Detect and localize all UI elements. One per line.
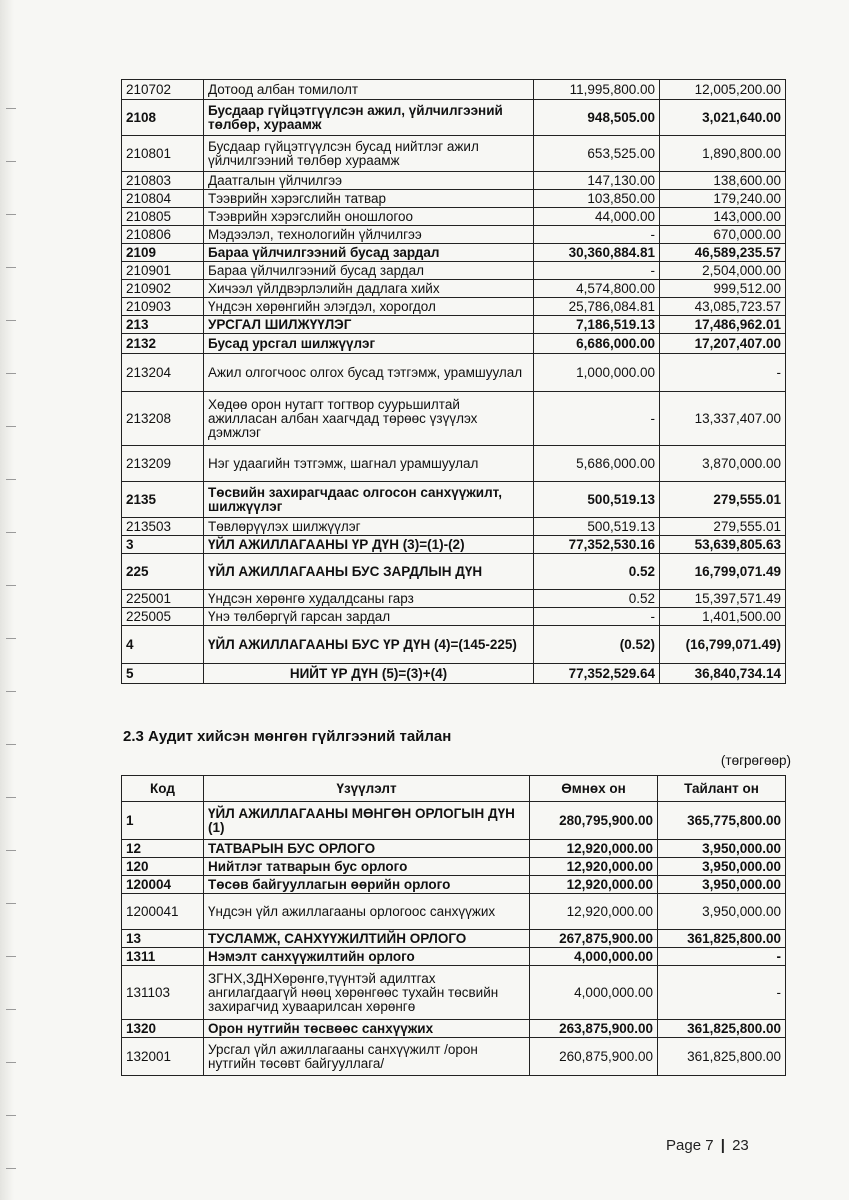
row-previous-year: 5,686,000.00 (534, 446, 660, 482)
table-row (122, 966, 786, 1020)
row-previous-year: 12,920,000.00 (530, 876, 658, 894)
row-previous-year: (0.52) (534, 626, 660, 664)
row-previous-year: 500,519.13 (534, 482, 660, 518)
row-previous-year: 263,875,900.00 (530, 1020, 658, 1038)
row-previous-year: 653,525.00 (534, 136, 660, 172)
row-reporting-year: 999,512.00 (660, 280, 786, 298)
row-previous-year: - (534, 392, 660, 446)
row-reporting-year: 13,337,407.00 (660, 392, 786, 446)
row-name: УРСГАЛ ШИЛЖҮҮЛЭГ (204, 316, 534, 334)
row-code: 1311 (122, 948, 204, 966)
table-row (122, 1020, 786, 1038)
table-row (122, 354, 786, 392)
row-reporting-year: 36,840,734.14 (660, 664, 786, 684)
table-row (122, 554, 786, 590)
row-reporting-year: 361,825,800.00 (658, 1020, 786, 1038)
row-name: Хичээл үйлдвэрлэлийн дадлага хийх (204, 280, 534, 298)
row-code: 210801 (122, 136, 204, 172)
header-reporting-year: Тайлант он (658, 776, 786, 802)
row-reporting-year: 15,397,571.49 (660, 590, 786, 608)
margin-tick (6, 903, 16, 904)
margin-tick (6, 1115, 16, 1116)
margin-tick (6, 1009, 16, 1010)
margin-tick (6, 797, 16, 798)
row-reporting-year: 17,486,962.01 (660, 316, 786, 334)
page-label: Page 7 (666, 1137, 714, 1154)
row-code: 1320 (122, 1020, 204, 1038)
row-code: 5 (122, 664, 204, 684)
row-previous-year: 77,352,530.16 (534, 536, 660, 554)
table-row (122, 1038, 786, 1076)
row-reporting-year: 143,000.00 (660, 208, 786, 226)
row-code: 225001 (122, 590, 204, 608)
row-previous-year: 260,875,900.00 (530, 1038, 658, 1076)
margin-tick (6, 320, 16, 321)
row-code: 210702 (122, 80, 204, 100)
table-row (122, 316, 786, 334)
row-name: Хөдөө орон нутагт тогтвор суурьшилтай ажилласан албан хаагчдад төрөөс үзүүлэх дэмжлэг (204, 392, 534, 446)
table-row (122, 446, 786, 482)
row-name: Мэдээлэл, технологийн үйлчилгээ (204, 226, 534, 244)
table-row (122, 262, 786, 280)
row-reporting-year: 3,950,000.00 (658, 840, 786, 858)
row-reporting-year: 16,799,071.49 (660, 554, 786, 590)
row-name: НИЙТ ҮР ДҮН (5)=(3)+(4) (204, 664, 534, 684)
margin-tick (6, 479, 16, 480)
row-reporting-year: 3,021,640.00 (660, 100, 786, 136)
row-code: 210901 (122, 262, 204, 280)
row-code: 12 (122, 840, 204, 858)
page-separator: | (720, 1137, 725, 1154)
row-code: 3 (122, 536, 204, 554)
table-row (122, 244, 786, 262)
row-reporting-year: - (660, 354, 786, 392)
table-row (122, 626, 786, 664)
row-previous-year: 77,352,529.64 (534, 664, 660, 684)
header-code: Код (122, 776, 204, 802)
row-previous-year: 4,000,000.00 (530, 966, 658, 1020)
total-pages: 23 (732, 1137, 749, 1154)
margin-tick (6, 956, 16, 957)
row-code: 210806 (122, 226, 204, 244)
row-previous-year: 12,920,000.00 (530, 840, 658, 858)
page-footer (666, 1137, 749, 1154)
row-reporting-year: 46,589,235.57 (660, 244, 786, 262)
row-previous-year: 0.52 (534, 590, 660, 608)
row-previous-year: 30,360,884.81 (534, 244, 660, 262)
row-reporting-year: 138,600.00 (660, 172, 786, 190)
margin-tick (6, 161, 16, 162)
row-code: 210803 (122, 172, 204, 190)
row-name: Төвлөрүүлэх шилжүүлэг (204, 518, 534, 536)
page-edge (0, 0, 14, 1200)
table-row (122, 298, 786, 316)
row-previous-year: 1,000,000.00 (534, 354, 660, 392)
income-statement-table (121, 79, 786, 684)
table-row (122, 948, 786, 966)
row-code: 13 (122, 930, 204, 948)
table-row (122, 876, 786, 894)
margin-tick (6, 108, 16, 109)
table-row (122, 802, 786, 840)
margin-tick (6, 426, 16, 427)
row-previous-year: 280,795,900.00 (530, 802, 658, 840)
row-name: Үндсэн хөрөнгийн элэгдэл, хорогдол (204, 298, 534, 316)
row-name: ҮЙЛ АЖИЛЛАГААНЫ БУС ҮР ДҮН (4)=(145-225) (204, 626, 534, 664)
row-reporting-year: 3,870,000.00 (660, 446, 786, 482)
row-name: Даатгалын үйлчилгээ (204, 172, 534, 190)
row-reporting-year: 361,825,800.00 (658, 930, 786, 948)
row-name: Орон нутгийн төсвөөс санхүүжих (204, 1020, 530, 1038)
row-name: Үндсэн хөрөнгө худалдсаны гарз (204, 590, 534, 608)
row-code: 120004 (122, 876, 204, 894)
section-title: 2.3 Аудит хийсэн мөнгөн гүйлгээний тайлан (123, 728, 452, 745)
row-code: 213209 (122, 446, 204, 482)
row-name: Бусдаар гүйцэтгүүлсэн ажил, үйлчилгээний төлбөр, хураамж (204, 100, 534, 136)
margin-tick (6, 850, 16, 851)
row-previous-year: 147,130.00 (534, 172, 660, 190)
table-row (122, 482, 786, 518)
table-row (122, 664, 786, 684)
row-reporting-year: 279,555.01 (660, 482, 786, 518)
table-row (122, 80, 786, 100)
row-previous-year: 12,920,000.00 (530, 894, 658, 930)
row-previous-year: 12,920,000.00 (530, 858, 658, 876)
row-name: Бусдаар гүйцэтгүүлсэн бусад нийтлэг ажил үйлчилгээний төлбөр хураамж (204, 136, 534, 172)
row-previous-year: 25,786,084.81 (534, 298, 660, 316)
row-code: 1200041 (122, 894, 204, 930)
table-row (122, 536, 786, 554)
row-name: Бараа үйлчилгээний бусад зардал (204, 244, 534, 262)
table-row (122, 392, 786, 446)
row-name: ТАТВАРЫН БУС ОРЛОГО (204, 840, 530, 858)
row-name: Нэг удаагийн тэтгэмж, шагнал урамшуулал (204, 446, 534, 482)
margin-tick (6, 214, 16, 215)
row-name: Нийтлэг татварын бус орлого (204, 858, 530, 876)
row-code: 131103 (122, 966, 204, 1020)
row-reporting-year: 365,775,800.00 (658, 802, 786, 840)
row-reporting-year: 279,555.01 (660, 518, 786, 536)
row-previous-year: 0.52 (534, 554, 660, 590)
row-reporting-year: 17,207,407.00 (660, 334, 786, 354)
margin-tick (6, 1168, 16, 1169)
row-code: 2108 (122, 100, 204, 136)
header-indicator: Үзүүлэлт (204, 776, 530, 802)
table-row (122, 858, 786, 876)
table-row (122, 190, 786, 208)
table-row (122, 100, 786, 136)
row-previous-year: 267,875,900.00 (530, 930, 658, 948)
row-code: 2132 (122, 334, 204, 354)
row-name: Бусад урсгал шилжүүлэг (204, 334, 534, 354)
row-name: Тээврийн хэрэгслийн татвар (204, 190, 534, 208)
table-row (122, 894, 786, 930)
row-name: Үнэ төлбөргүй гарсан зардал (204, 608, 534, 626)
row-previous-year: 6,686,000.00 (534, 334, 660, 354)
row-reporting-year: 12,005,200.00 (660, 80, 786, 100)
row-reporting-year: 1,401,500.00 (660, 608, 786, 626)
row-name: Төсвийн захирагчдаас олгосон санхүүжилт, шилжүүлэг (204, 482, 534, 518)
row-previous-year: 500,519.13 (534, 518, 660, 536)
margin-tick (6, 638, 16, 639)
table-row (122, 226, 786, 244)
row-code: 213204 (122, 354, 204, 392)
row-name: ЗГНХ,ЗДНХөрөнгө,түүнтэй адилтгах ангилагдаагүй нөөц хөрөнгөөс тухайн төсвийн захирагчид хуваарилсан хөрөнгө (204, 966, 530, 1020)
margin-tick (6, 691, 16, 692)
row-reporting-year: 1,890,800.00 (660, 136, 786, 172)
row-previous-year: 4,000,000.00 (530, 948, 658, 966)
row-code: 210903 (122, 298, 204, 316)
row-code: 210805 (122, 208, 204, 226)
row-reporting-year: 670,000.00 (660, 226, 786, 244)
row-name: Нэмэлт санхүүжилтийн орлого (204, 948, 530, 966)
cash-flow-table (121, 775, 786, 1076)
row-code: 213208 (122, 392, 204, 446)
row-previous-year: - (534, 262, 660, 280)
table-row (122, 208, 786, 226)
row-previous-year: - (534, 226, 660, 244)
row-previous-year: 44,000.00 (534, 208, 660, 226)
row-reporting-year: 53,639,805.63 (660, 536, 786, 554)
row-name: Дотоод албан томилолт (204, 80, 534, 100)
margin-tick (6, 373, 16, 374)
row-previous-year: 7,186,519.13 (534, 316, 660, 334)
row-reporting-year: 43,085,723.57 (660, 298, 786, 316)
table-row (122, 840, 786, 858)
table-row (122, 280, 786, 298)
row-code: 2135 (122, 482, 204, 518)
row-reporting-year: - (658, 948, 786, 966)
row-reporting-year: 3,950,000.00 (658, 876, 786, 894)
row-name: Бараа үйлчилгээний бусад зардал (204, 262, 534, 280)
table-row (122, 518, 786, 536)
row-code: 2109 (122, 244, 204, 262)
row-code: 225005 (122, 608, 204, 626)
row-code: 120 (122, 858, 204, 876)
row-reporting-year: 3,950,000.00 (658, 858, 786, 876)
table-row (122, 136, 786, 172)
margin-tick (6, 744, 16, 745)
row-code: 225 (122, 554, 204, 590)
row-previous-year: 948,505.00 (534, 100, 660, 136)
row-code: 210804 (122, 190, 204, 208)
margin-tick (6, 267, 16, 268)
row-code: 4 (122, 626, 204, 664)
table-row (122, 590, 786, 608)
row-code: 132001 (122, 1038, 204, 1076)
table-row (122, 608, 786, 626)
row-reporting-year: 2,504,000.00 (660, 262, 786, 280)
row-name: ТУСЛАМЖ, САНХҮҮЖИЛТИЙН ОРЛОГО (204, 930, 530, 948)
row-previous-year: 4,574,800.00 (534, 280, 660, 298)
row-code: 1 (122, 802, 204, 840)
row-reporting-year: - (658, 966, 786, 1020)
row-previous-year: - (534, 608, 660, 626)
row-name: ҮЙЛ АЖИЛЛАГААНЫ БУС ЗАРДЛЫН ДҮН (204, 554, 534, 590)
unit-label: (төгрөгөөр) (720, 753, 791, 768)
header-row (122, 776, 786, 802)
row-previous-year: 103,850.00 (534, 190, 660, 208)
row-reporting-year: 3,950,000.00 (658, 894, 786, 930)
row-code: 213 (122, 316, 204, 334)
margin-tick (6, 1062, 16, 1063)
margin-tick (6, 585, 16, 586)
row-code: 213503 (122, 518, 204, 536)
row-name: Ажил олгогчоос олгох бусад тэтгэмж, урамшуулал (204, 354, 534, 392)
table-row (122, 334, 786, 354)
table-row (122, 172, 786, 190)
header-previous-year: Өмнөх он (530, 776, 658, 802)
table-row (122, 930, 786, 948)
row-previous-year: 11,995,800.00 (534, 80, 660, 100)
row-name: ҮЙЛ АЖИЛЛАГААНЫ ҮР ДҮН (3)=(1)-(2) (204, 536, 534, 554)
row-name: Тээврийн хэрэгслийн оношлогоо (204, 208, 534, 226)
row-reporting-year: (16,799,071.49) (660, 626, 786, 664)
row-name: Төсөв байгууллагын өөрийн орлого (204, 876, 530, 894)
row-name: Урсгал үйл ажиллагааны санхүүжилт /орон нутгийн төсөвт байгууллага/ (204, 1038, 530, 1076)
row-reporting-year: 179,240.00 (660, 190, 786, 208)
margin-tick (6, 532, 16, 533)
row-reporting-year: 361,825,800.00 (658, 1038, 786, 1076)
row-code: 210902 (122, 280, 204, 298)
row-name: Үндсэн үйл ажиллагааны орлогоос санхүүжих (204, 894, 530, 930)
row-name: ҮЙЛ АЖИЛЛАГААНЫ МӨНГӨН ОРЛОГЫН ДҮН (1) (204, 802, 530, 840)
